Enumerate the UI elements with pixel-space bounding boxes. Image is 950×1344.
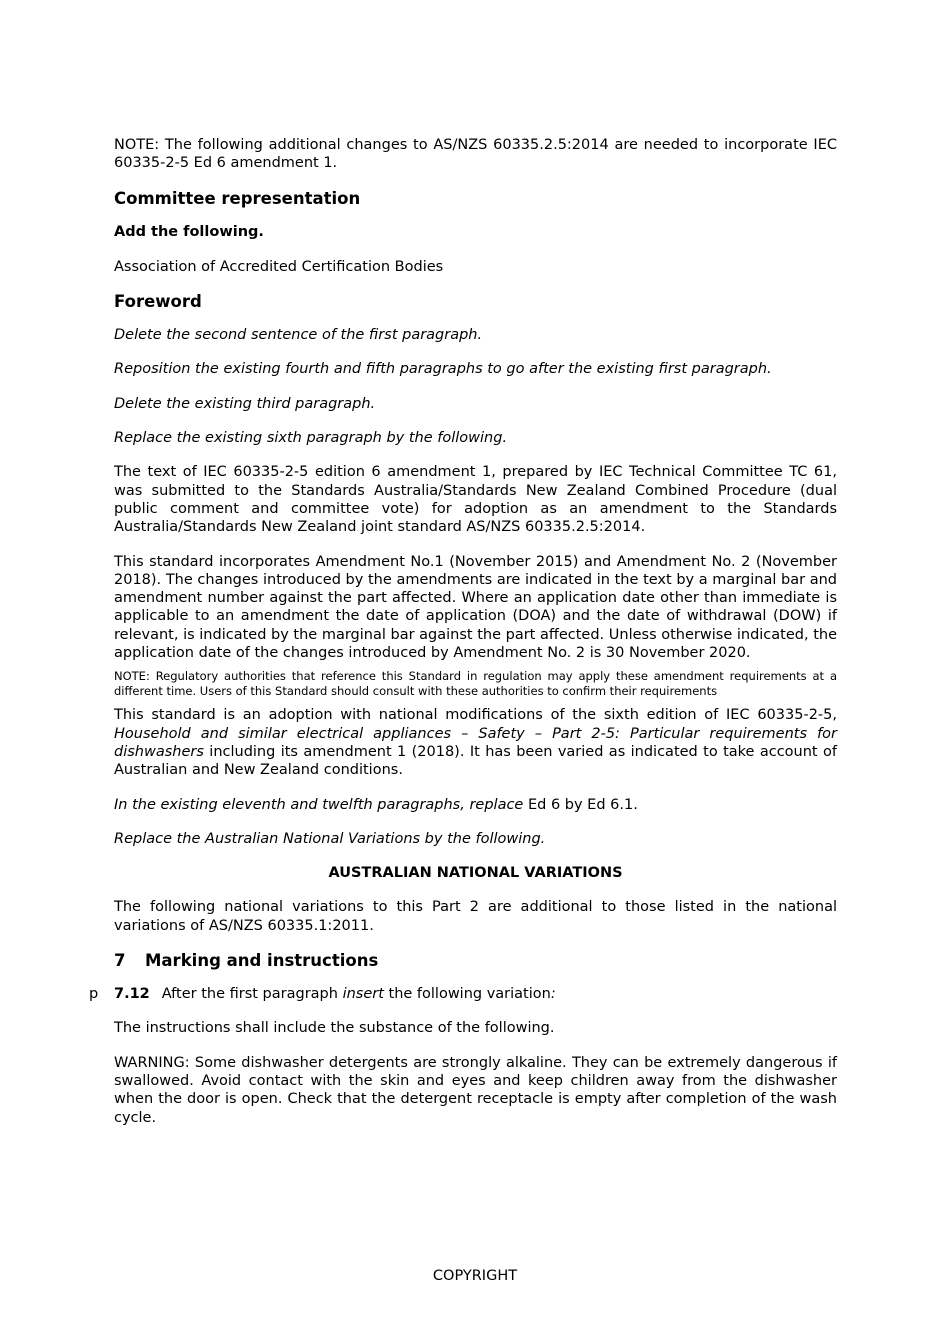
foreword-paragraph-2: This standard incorporates Amendment No.1 (November 2015) and Amendment No. 2 (November 2018). The changes introduced by the amendments are indicated in the text by a marginal bar and amendment number against the part affected. Where an application date other than immediate is applicable to an amendment the date of application (DOA) and the date of withdrawal (DOW) if relevant, is indicated by the marginal bar against the part affected. Unless otherwise indicated, the application date of the changes introduced by Amendment No. 2 is 30 November 2020. bbox=[114, 553, 837, 662]
anv-intro: The following national variations to this Part 2 are additional to those listed in the national variations of AS/NZS 60335.1:2011. bbox=[114, 899, 837, 934]
clause-marker: p bbox=[89, 986, 99, 1003]
clause-text-a: After the first paragraph bbox=[161, 986, 343, 1003]
committee-instruction: Add the following. bbox=[114, 223, 264, 240]
foreword-heading: Foreword bbox=[114, 292, 202, 312]
clause-text-b: the following variation bbox=[383, 986, 551, 1003]
foreword-instruction-6: Replace the Australian National Variations by the following. bbox=[114, 830, 546, 847]
foreword-instruction-4: Replace the existing sixth paragraph by the following. bbox=[114, 430, 508, 447]
committee-heading: Committee representation bbox=[114, 188, 361, 208]
para3-text-b: including its amendment 1 (2018). It has been varied as indicated to take account of Australian and New Zealand conditions. bbox=[114, 743, 837, 779]
section-title: Marking and instructions bbox=[145, 951, 379, 971]
foreword-paragraph-1: The text of IEC 60335-2-5 edition 6 amendment 1, prepared by IEC Technical Committee TC 61, was submitted to the Standards Australia/Standards New Zealand Combined Procedure (dual public comment and committee vote) for adoption as an amendment to the Standards Australia/Standards New Zealand joint standard AS/NZS 60335.2.5:2014. bbox=[114, 464, 837, 536]
footer-copyright: COPYRIGHT bbox=[432, 1268, 518, 1284]
foreword-instruction-5 bbox=[114, 796, 837, 814]
clause-number: 7.12 bbox=[114, 986, 150, 1003]
document-body bbox=[89, 136, 837, 1143]
top-note: NOTE: The following additional changes to AS/NZS 60335.2.5:2014 are needed to incorporate IEC 60335-2-5 Ed 6 amendment 1. bbox=[114, 137, 837, 172]
clause-insert: insert bbox=[342, 986, 384, 1003]
committee-body: Association of Accredited Certification Bodies bbox=[114, 258, 444, 275]
instr5-plain: Ed 6 by Ed 6.1. bbox=[523, 796, 638, 813]
warning-text: WARNING: Some dishwasher detergents are strongly alkaline. They can be extremely dangerous if swallowed. Avoid contact with the skin and eyes and keep children away from the dishwasher when the door is open. Check that the detergent receptacle is empty after completion of the wash cycle. bbox=[114, 1054, 837, 1126]
foreword-instruction-1: Delete the second sentence of the first paragraph. bbox=[114, 327, 483, 344]
instructions-text: The instructions shall include the substance of the following. bbox=[114, 1020, 555, 1037]
clause-7-12 bbox=[89, 985, 837, 1003]
foreword-instruction-3: Delete the existing third paragraph. bbox=[114, 395, 376, 412]
instr5-italic: In the existing eleventh and twelfth paragraphs, replace bbox=[114, 796, 524, 813]
foreword-instruction-2: Reposition the existing fourth and fifth paragraphs to go after the existing first paragraph. bbox=[114, 361, 772, 378]
foreword-paragraph-3 bbox=[114, 706, 837, 779]
anv-heading: AUSTRALIAN NATIONAL VARIATIONS bbox=[328, 865, 623, 882]
standard-title: Household and similar electrical appliances – Safety – Part 2-5: Particular requirements for dishwashers bbox=[114, 725, 837, 760]
regulatory-note: NOTE: Regulatory authorities that reference this Standard in regulation may apply these amendment requirements at a different time. Users of this Standard should consult with these authorities to confirm their requirements bbox=[114, 669, 837, 698]
section-7-heading bbox=[114, 951, 837, 971]
clause-colon: : bbox=[550, 986, 556, 1003]
para3-text-a: This standard is an adoption with national modifications of the sixth edition of IEC 60335-2-5, bbox=[114, 707, 837, 724]
section-number: 7 bbox=[114, 951, 126, 971]
